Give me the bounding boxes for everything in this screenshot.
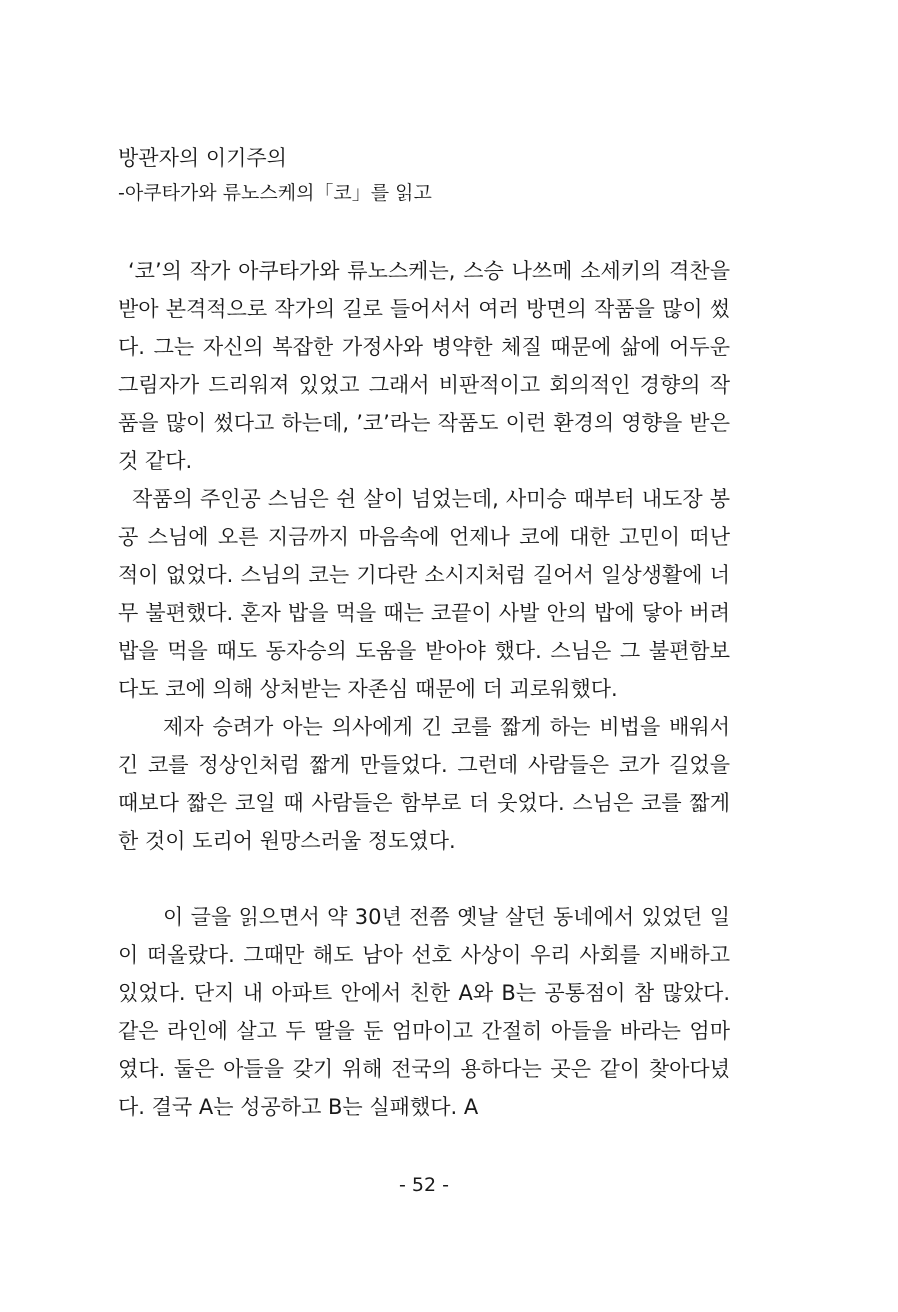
paragraph-2: 작품의 주인공 스님은 쉰 살이 넘었는데, 사미승 때부터 내도장 봉공 스님에 오른 지금까지 마음속에 언제나 코에 대한 고민이 떠난 적이 없었다. 스님의 코는 기다란 소시지처럼 길어서 일상생활에 너무 불편했다. 혼자 밥을 먹을 때는 코끝이 사발 안의 밥에 닿아 버려 밥을 먹을 때도 동자승의 도움을 받아야 했다. 스님은 그 불편함보다도 코에 의해 상처받는 자존심 때문에 더 괴로워했다.: [118, 487, 730, 701]
essay-title: 방관자의 이기주의: [118, 146, 287, 170]
page-number: - 52 -: [399, 1174, 449, 1196]
paragraph-4: 이 글을 읽으면서 약 30년 전쯤 옛날 살던 동네에서 있었던 일이 떠올랐다. 그때만 해도 남아 선호 사상이 우리 사회를 지배하고 있었다. 단지 내 아파트 안에서 친한 A와 B는 공통점이 참 많았다. 같은 라인에 살고 두 딸을 둔 엄마이고 간절히 아들을 바라는 엄마였다. 둘은 아들을 갖기 위해 전국의 용하다는 곳은 같이 찾아다녔다. 결국 A는 성공하고 B는 실패했다. A: [118, 905, 730, 1119]
paragraph-1: ‘코’의 작가 아쿠타가와 류노스케는, 스승 나쓰메 소세키의 격찬을 받아 본격적으로 작가의 길로 들어서서 여러 방면의 작품을 많이 썼다. 그는 자신의 복잡한 가정사와 병약한 체질 때문에 삶에 어두운 그림자가 드리워져 있었고 그래서 비판적이고 회의적인 경향의 작품을 많이 썼다고 하는데, ’코’라는 작품도 이런 환경의 영향을 받은 것 같다.: [118, 259, 730, 473]
essay-subtitle: -아쿠타가와 류노스케의「코」를 읽고: [118, 182, 432, 204]
document-body: [118, 140, 730, 1126]
paragraph-gap: [118, 860, 730, 898]
paragraph-3: 제자 승려가 아는 의사에게 긴 코를 짧게 하는 비법을 배워서 긴 코를 정상인처럼 짧게 만들었다. 그런데 사람들은 코가 길었을 때보다 짧은 코일 때 사람들은 함부로 더 웃었다. 스님은 코를 짧게 한 것이 도리어 원망스러울 정도였다.: [118, 715, 730, 853]
